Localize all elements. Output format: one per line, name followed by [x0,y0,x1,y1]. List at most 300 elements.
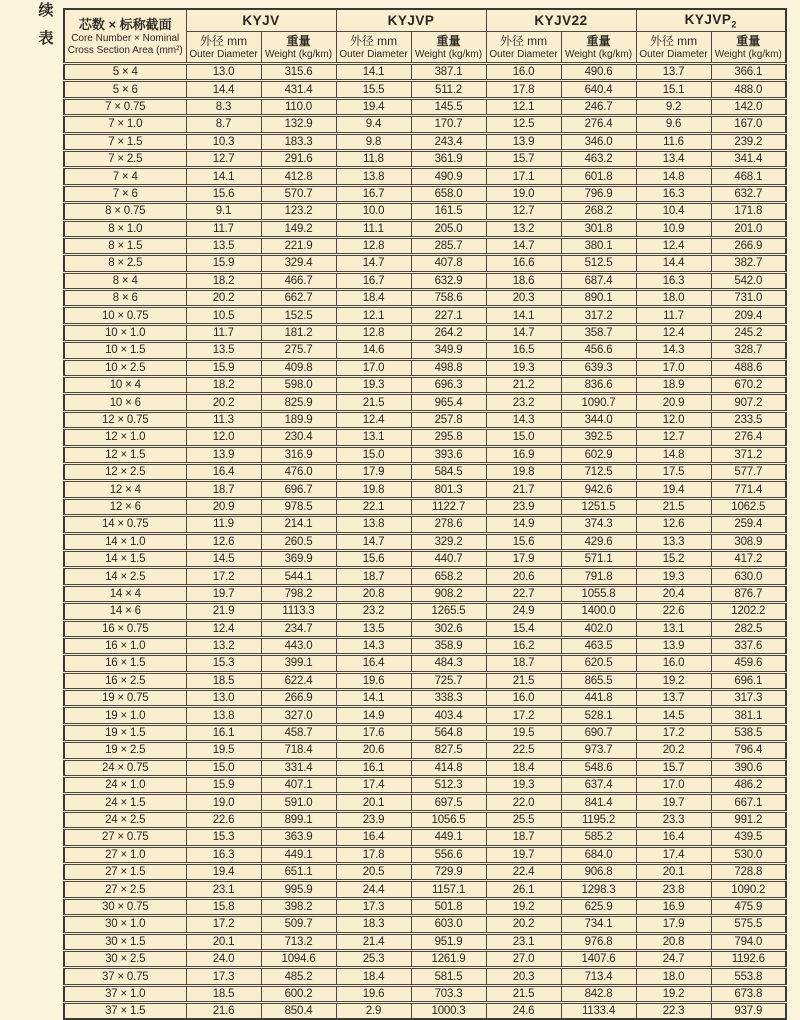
outer-diameter-cell: 17.8 [486,81,561,98]
spec-cell: 27 × 2.5 [64,881,186,898]
outer-diameter-cell: 21.9 [186,603,261,620]
outer-diameter-cell: 11.9 [186,516,261,533]
table-row [64,1003,786,1020]
weight-cell: 358.7 [561,324,636,341]
weight-cell: 712.5 [561,463,636,480]
outer-diameter-cell: 18.0 [636,290,711,307]
outer-diameter-cell: 14.3 [336,637,411,654]
outer-diameter-cell: 13.5 [186,342,261,359]
weight-cell: 123.2 [261,203,336,220]
outer-diameter-cell: 19.4 [636,481,711,498]
weight-cell: 463.2 [561,150,636,167]
spec-cell: 30 × 0.75 [64,898,186,915]
outer-diameter-header-1 [186,32,261,64]
table-row [64,916,786,933]
outer-diameter-cell: 10.0 [336,203,411,220]
table-row [64,81,786,98]
weight-cell: 976.8 [561,933,636,950]
outer-diameter-cell: 18.4 [486,759,561,776]
table-row [64,620,786,637]
weight-cell: 488.0 [711,81,786,98]
weight-cell: 291.6 [261,150,336,167]
outer-diameter-cell: 18.9 [636,377,711,394]
table-row [64,811,786,828]
weight-cell: 1261.9 [411,950,486,967]
table-row [64,968,786,985]
outer-diameter-cn: 外径 mm [649,34,698,48]
table-row [64,603,786,620]
table-row [64,690,786,707]
weight-cell: 696.3 [411,377,486,394]
table-row [64,133,786,150]
weight-cell: 338.3 [411,690,486,707]
outer-diameter-cell: 13.7 [636,690,711,707]
weight-cell: 713.4 [561,968,636,985]
weight-cell: 268.2 [561,203,636,220]
spec-cell: 30 × 1.5 [64,933,186,950]
weight-cell: 602.9 [561,446,636,463]
weight-cell: 1122.7 [411,498,486,515]
weight-cell: 257.8 [411,411,486,428]
outer-diameter-cell: 22.5 [486,742,561,759]
outer-diameter-cell: 9.6 [636,116,711,133]
weight-cell: 327.0 [261,707,336,724]
outer-diameter-cell: 16.7 [336,272,411,289]
weight-cell: 161.5 [411,203,486,220]
weight-en: Weight (kg/km) [414,49,483,60]
table-row [64,220,786,237]
group-header-kyjvp [336,9,486,32]
outer-diameter-cell: 10.9 [636,220,711,237]
outer-diameter-cn: 外径 mm [499,34,548,48]
outer-diameter-cell: 11.7 [636,307,711,324]
table-row [64,342,786,359]
outer-diameter-cell: 14.8 [636,446,711,463]
outer-diameter-cell: 20.5 [336,863,411,880]
outer-diameter-cell: 23.1 [486,933,561,950]
outer-diameter-cell: 22.1 [336,498,411,515]
weight-cell: 512.3 [411,777,486,794]
spec-cell: 7 × 1.5 [64,133,186,150]
outer-diameter-cell: 23.3 [636,811,711,828]
weight-cell: 630.0 [711,568,786,585]
weight-cell: 696.7 [261,481,336,498]
outer-diameter-cell: 16.5 [486,342,561,359]
outer-diameter-cell: 14.5 [186,550,261,567]
weight-cell: 475.9 [711,898,786,915]
outer-diameter-cell: 12.6 [186,533,261,550]
outer-diameter-cell: 12.8 [336,324,411,341]
weight-cell: 1251.5 [561,498,636,515]
weight-cell: 369.9 [261,550,336,567]
outer-diameter-cell: 24.0 [186,950,261,967]
outer-diameter-cell: 17.4 [336,777,411,794]
weight-cell: 841.4 [561,794,636,811]
weight-cell: 390.6 [711,759,786,776]
weight-cell: 498.8 [411,359,486,376]
outer-diameter-cell: 15.6 [186,185,261,202]
outer-diameter-cell: 12.0 [186,429,261,446]
weight-en: Weight (kg/km) [714,49,782,60]
weight-cell: 171.8 [711,203,786,220]
spec-cell: 7 × 6 [64,185,186,202]
weight-cell: 329.2 [411,533,486,550]
outer-diameter-cell: 16.1 [186,724,261,741]
outer-diameter-cell: 18.2 [186,377,261,394]
spec-cell: 8 × 0.75 [64,203,186,220]
spec-cell: 14 × 1.0 [64,533,186,550]
outer-diameter-cell: 16.3 [636,185,711,202]
weight-cell: 1133.4 [561,1003,636,1020]
outer-diameter-cell: 13.0 [186,64,261,81]
weight-cell: 865.5 [561,672,636,689]
outer-diameter-cell: 17.5 [636,463,711,480]
weight-cell: 439.5 [711,829,786,846]
outer-diameter-cell: 15.1 [636,81,711,98]
table-row [64,672,786,689]
outer-diameter-cell: 23.9 [336,811,411,828]
weight-cn: 重量 [286,34,311,48]
weight-cell: 463.5 [561,637,636,654]
outer-diameter-cell: 20.8 [636,933,711,950]
weight-cell: 449.1 [411,829,486,846]
outer-diameter-cell: 22.3 [636,1003,711,1020]
outer-diameter-cell: 11.3 [186,411,261,428]
weight-cell: 690.7 [561,724,636,741]
weight-cell: 908.2 [411,585,486,602]
weight-cn: 重量 [436,34,461,48]
table-row [64,498,786,515]
weight-cell: 825.9 [261,394,336,411]
outer-diameter-cell: 16.4 [336,655,411,672]
outer-diameter-cell: 14.3 [486,411,561,428]
weight-cell: 344.0 [561,411,636,428]
group-header-row [64,9,786,32]
spec-cell: 10 × 1.0 [64,324,186,341]
weight-cell: 1195.2 [561,811,636,828]
spec-cell: 24 × 1.5 [64,794,186,811]
outer-diameter-cell: 14.1 [486,307,561,324]
outer-diameter-cell: 21.2 [486,377,561,394]
outer-diameter-cell: 16.9 [486,446,561,463]
outer-diameter-cell: 19.4 [186,863,261,880]
outer-diameter-cell: 16.4 [636,829,711,846]
weight-cell: 264.2 [411,324,486,341]
outer-diameter-cell: 22.7 [486,585,561,602]
outer-diameter-cell: 21.4 [336,933,411,950]
weight-cell: 907.2 [711,394,786,411]
weight-cell: 542.0 [711,272,786,289]
outer-diameter-cell: 12.5 [486,116,561,133]
weight-cell: 201.0 [711,220,786,237]
weight-cell: 476.0 [261,463,336,480]
weight-cell: 658.0 [411,185,486,202]
outer-diameter-cell: 14.7 [336,255,411,272]
weight-cell: 152.5 [261,307,336,324]
weight-cell: 667.1 [711,794,786,811]
outer-diameter-cell: 13.5 [336,620,411,637]
outer-diameter-cell: 12.1 [486,98,561,115]
weight-cell: 398.2 [261,898,336,915]
outer-diameter-cell: 19.0 [486,185,561,202]
table-row [64,150,786,167]
weight-cell: 801.3 [411,481,486,498]
weight-cell: 407.1 [261,777,336,794]
spec-cell: 14 × 6 [64,603,186,620]
weight-cell: 221.9 [261,237,336,254]
outer-diameter-cell: 13.8 [336,516,411,533]
outer-diameter-cell: 18.7 [486,829,561,846]
weight-cell: 1192.6 [711,950,786,967]
weight-cell: 399.1 [261,655,336,672]
weight-cell: 278.6 [411,516,486,533]
weight-cell: 658.2 [411,568,486,585]
group-header-kyjvp2 [636,9,786,32]
outer-diameter-cell: 11.7 [186,324,261,341]
weight-cell: 239.2 [711,133,786,150]
weight-cell: 501.8 [411,898,486,915]
cable-spec-table [63,8,787,1020]
spec-cell: 37 × 1.0 [64,985,186,1002]
outer-diameter-cell: 18.4 [336,968,411,985]
table-row [64,394,786,411]
outer-diameter-cell: 13.1 [336,429,411,446]
outer-diameter-cell: 17.6 [336,724,411,741]
outer-diameter-cell: 18.7 [486,655,561,672]
outer-diameter-cell: 16.2 [486,637,561,654]
weight-header-4 [711,32,786,64]
weight-cell: 214.1 [261,516,336,533]
spec-cell: 10 × 4 [64,377,186,394]
outer-diameter-cell: 15.7 [636,759,711,776]
spec-cell: 24 × 2.5 [64,811,186,828]
weight-cell: 906.8 [561,863,636,880]
weight-cell: 713.2 [261,933,336,950]
continued-char-2: 表 [38,30,54,47]
weight-cell: 409.8 [261,359,336,376]
table-row [64,481,786,498]
weight-cell: 728.8 [711,863,786,880]
weight-cell: 509.7 [261,916,336,933]
weight-cell: 205.0 [411,220,486,237]
weight-cell: 358.9 [411,637,486,654]
weight-cell: 1094.6 [261,950,336,967]
table-body [64,64,786,1020]
outer-diameter-cell: 14.7 [486,324,561,341]
weight-cell: 1298.3 [561,881,636,898]
outer-diameter-cell: 11.7 [186,220,261,237]
weight-cell: 346.0 [561,133,636,150]
spec-cell: 30 × 1.0 [64,916,186,933]
outer-diameter-cell: 13.2 [486,220,561,237]
weight-cell: 511.2 [411,81,486,98]
spec-cell: 14 × 2.5 [64,568,186,585]
spec-cell: 7 × 1.0 [64,116,186,133]
outer-diameter-cell: 18.6 [486,272,561,289]
weight-cell: 361.9 [411,150,486,167]
weight-cell: 673.8 [711,985,786,1002]
table-row [64,290,786,307]
weight-cell: 429.6 [561,533,636,550]
outer-diameter-cell: 15.5 [336,81,411,98]
outer-diameter-cell: 12.4 [636,237,711,254]
weight-cell: 978.5 [261,498,336,515]
spec-cell: 27 × 0.75 [64,829,186,846]
table-row [64,985,786,1002]
weight-cell: 585.2 [561,829,636,846]
weight-cell: 301.8 [561,220,636,237]
weight-cell: 308.9 [711,533,786,550]
weight-cell: 1157.1 [411,881,486,898]
table-row [64,585,786,602]
weight-cell: 490.9 [411,168,486,185]
weight-cell: 331.4 [261,759,336,776]
outer-diameter-cell: 19.7 [486,846,561,863]
weight-cell: 167.0 [711,116,786,133]
weight-cell: 670.2 [711,377,786,394]
weight-cell: 696.1 [711,672,786,689]
weight-cell: 827.5 [411,742,486,759]
outer-diameter-cell: 13.9 [486,133,561,150]
outer-diameter-cell: 20.6 [486,568,561,585]
outer-diameter-cell: 8.3 [186,98,261,115]
outer-diameter-cell: 20.3 [486,290,561,307]
weight-cell: 598.0 [261,377,336,394]
table-row [64,707,786,724]
weight-cell: 484.3 [411,655,486,672]
spec-cell: 12 × 1.0 [64,429,186,446]
outer-diameter-cell: 22.6 [186,811,261,828]
spec-cell: 8 × 6 [64,290,186,307]
outer-diameter-cell: 14.4 [636,255,711,272]
table-row [64,863,786,880]
table-row [64,98,786,115]
weight-cell: 703.3 [411,985,486,1002]
weight-cell: 581.5 [411,968,486,985]
weight-cell: 189.9 [261,411,336,428]
table-row [64,950,786,967]
weight-cell: 382.7 [711,255,786,272]
spec-cell: 37 × 0.75 [64,968,186,985]
weight-cell: 466.7 [261,272,336,289]
weight-cell: 651.1 [261,863,336,880]
weight-cell: 266.9 [711,237,786,254]
weight-cell: 687.4 [561,272,636,289]
spec-cell: 5 × 6 [64,81,186,98]
weight-cell: 876.7 [711,585,786,602]
outer-diameter-cell: 10.4 [636,203,711,220]
outer-diameter-cell: 14.1 [186,168,261,185]
weight-cell: 414.8 [411,759,486,776]
spec-cell: 7 × 2.5 [64,150,186,167]
spec-cell: 7 × 4 [64,168,186,185]
weight-cell: 468.1 [711,168,786,185]
weight-cell: 1265.5 [411,603,486,620]
outer-diameter-cell: 20.2 [186,290,261,307]
weight-cell: 575.5 [711,916,786,933]
continued-char-1: 续 [38,2,54,19]
outer-diameter-cell: 19.2 [636,985,711,1002]
table-row [64,550,786,567]
group-header-kyjv [186,9,336,32]
outer-diameter-cell: 16.3 [186,846,261,863]
outer-diameter-cell: 10.5 [186,307,261,324]
outer-diameter-cell: 15.0 [336,446,411,463]
table-row [64,64,786,81]
weight-cell: 275.7 [261,342,336,359]
outer-diameter-cell: 12.4 [636,324,711,341]
table-row [64,429,786,446]
outer-diameter-en: Outer Diameter [489,49,558,60]
weight-cell: 170.7 [411,116,486,133]
weight-cell: 1055.8 [561,585,636,602]
weight-cell: 381.1 [711,707,786,724]
outer-diameter-cell: 13.8 [336,168,411,185]
outer-diameter-cell: 23.2 [336,603,411,620]
weight-header-1 [261,32,336,64]
weight-cell: 899.1 [261,811,336,828]
outer-diameter-cell: 19.6 [336,672,411,689]
outer-diameter-cell: 18.5 [186,985,261,1002]
outer-diameter-cell: 17.1 [486,168,561,185]
weight-cell: 412.8 [261,168,336,185]
table-row [64,759,786,776]
outer-diameter-cell: 27.0 [486,950,561,967]
outer-diameter-cell: 17.9 [636,916,711,933]
outer-diameter-cell: 21.7 [486,481,561,498]
weight-cell: 329.4 [261,255,336,272]
table-row [64,568,786,585]
weight-cell: 622.4 [261,672,336,689]
weight-cell: 796.4 [711,742,786,759]
table-row [64,637,786,654]
table-row [64,116,786,133]
outer-diameter-cell: 17.9 [336,463,411,480]
weight-cell: 528.1 [561,707,636,724]
outer-diameter-cell: 13.3 [636,533,711,550]
outer-diameter-cell: 16.1 [336,759,411,776]
spec-cell: 10 × 0.75 [64,307,186,324]
spec-cell: 27 × 1.0 [64,846,186,863]
outer-diameter-cell: 14.8 [636,168,711,185]
spec-cell: 27 × 1.5 [64,863,186,880]
outer-diameter-cell: 17.2 [186,568,261,585]
group-header-kyjv22 [486,9,636,32]
spec-cell: 8 × 4 [64,272,186,289]
outer-diameter-cell: 21.5 [486,672,561,689]
spec-cell: 14 × 0.75 [64,516,186,533]
outer-diameter-cell: 11.1 [336,220,411,237]
weight-cell: 449.1 [261,846,336,863]
outer-diameter-cell: 16.4 [336,829,411,846]
weight-cell: 725.7 [411,672,486,689]
outer-diameter-cell: 14.7 [486,237,561,254]
outer-diameter-cell: 16.3 [636,272,711,289]
outer-diameter-cell: 9.8 [336,133,411,150]
outer-diameter-cell: 13.0 [186,690,261,707]
outer-diameter-cell: 24.9 [486,603,561,620]
weight-cell: 234.7 [261,620,336,637]
outer-diameter-cell: 15.0 [186,759,261,776]
outer-diameter-cell: 17.8 [336,846,411,863]
table-row [64,307,786,324]
outer-diameter-cell: 16.7 [336,185,411,202]
table-row [64,446,786,463]
table-row [64,516,786,533]
outer-diameter-cell: 13.1 [636,620,711,637]
outer-diameter-cell: 17.4 [636,846,711,863]
weight-cell: 995.9 [261,881,336,898]
